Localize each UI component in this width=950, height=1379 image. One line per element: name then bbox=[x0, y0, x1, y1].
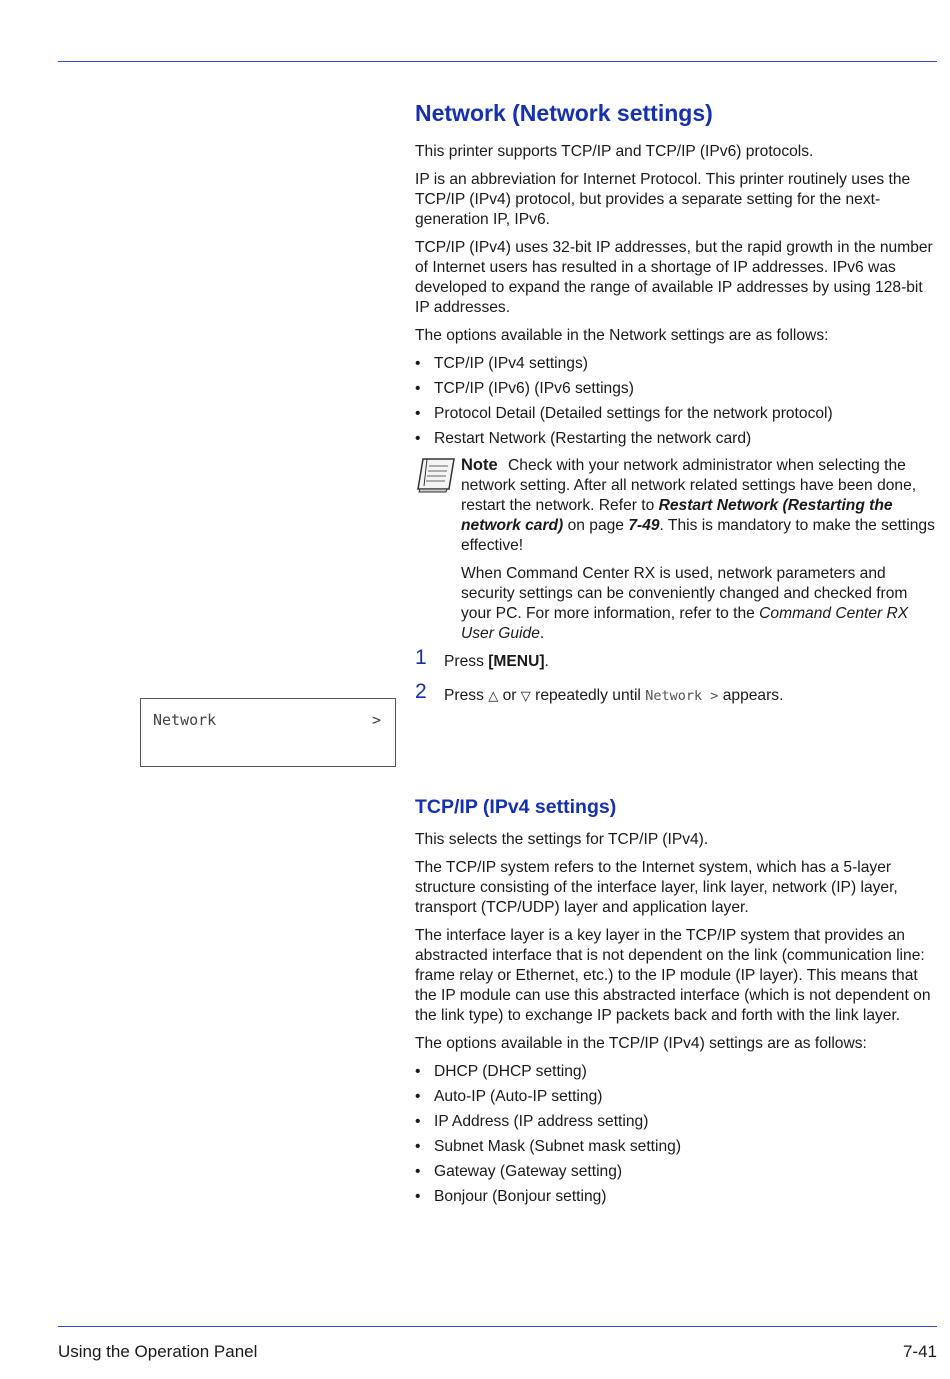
main-content bbox=[415, 98, 940, 1212]
step-text: . bbox=[544, 653, 549, 670]
list-item: • DHCP (DHCP setting) bbox=[415, 1062, 940, 1082]
footer-rule bbox=[58, 1326, 937, 1327]
lcd-display bbox=[140, 698, 396, 767]
list-item: • Bonjour (Bonjour setting) bbox=[415, 1187, 940, 1207]
step-text: repeatedly until bbox=[535, 687, 641, 704]
list-item: • TCP/IP (IPv4 settings) bbox=[415, 354, 940, 374]
section-para-4: The options available in the TCP/IP (IPv4) settings are as follows: bbox=[415, 1035, 867, 1052]
header-rule bbox=[58, 61, 937, 62]
cross-reference: Restart Network (Restarting the network card) bbox=[461, 497, 893, 534]
list-item: • Subnet Mask (Subnet mask setting) bbox=[415, 1137, 940, 1157]
list-item: • TCP/IP (IPv6) (IPv6 settings) bbox=[415, 379, 940, 399]
step-number: 2 bbox=[415, 680, 427, 703]
step-number: 1 bbox=[415, 646, 427, 669]
intro-para-1: This printer supports TCP/IP and TCP/IP (IPv6) protocols. bbox=[415, 143, 814, 160]
lcd-text: Network bbox=[153, 711, 217, 729]
page-title: Network (Network settings) bbox=[415, 100, 713, 126]
list-item: • Restart Network (Restarting the network card) bbox=[415, 429, 940, 449]
list-item: • Protocol Detail (Detailed settings for the network protocol) bbox=[415, 404, 940, 424]
note-block bbox=[415, 455, 940, 644]
section-para-1: This selects the settings for TCP/IP (IPv4). bbox=[415, 831, 709, 848]
list-item: • Gateway (Gateway setting) bbox=[415, 1162, 940, 1182]
note-para-1 bbox=[461, 455, 940, 556]
tcpip-section bbox=[415, 794, 940, 1207]
page-reference: 7-49 bbox=[628, 517, 660, 534]
step-text: appears. bbox=[722, 687, 784, 704]
note-text: . This is mandatory to make the settings effective! bbox=[461, 517, 935, 554]
note-label: Note bbox=[461, 456, 498, 474]
section-heading: TCP/IP (IPv4 settings) bbox=[415, 796, 617, 818]
list-item: • IP Address (IP address setting) bbox=[415, 1112, 940, 1132]
section-para-2: The TCP/IP system refers to the Internet system, which has a 5-layer structure consisting of the interface layer, link layer, network (IP) layer, transport (TCP/UDP) layer and application layer. bbox=[415, 859, 898, 916]
display-message: Network > bbox=[645, 688, 719, 704]
step-1 bbox=[415, 646, 940, 676]
network-options-list bbox=[415, 354, 940, 449]
section-para-3: The interface layer is a key layer in the TCP/IP system that provides an abstracted interface that is not dependent on the link (communication line: frame relay or Ethernet, etc.) to the IP module (IP layer). This means that the IP module can use this abstracted interface (which is not dependent on the link type) to exchange IP packets back and forth with the link layer. bbox=[415, 927, 931, 1024]
intro-para-4: The options available in the Network settings are as follows: bbox=[415, 327, 829, 344]
page-number: 7-41 bbox=[902, 1342, 937, 1361]
footer-chapter: Using the Operation Panel bbox=[58, 1342, 258, 1361]
note-text: . bbox=[539, 625, 545, 642]
intro-para-2: IP is an abbreviation for Internet Protocol. This printer routinely uses the TCP/IP (IPv4) protocol, but provides a separate setting for the next-generation IP, IPv6. bbox=[415, 171, 911, 228]
note-text: Check with your network administrator when selecting the network setting. After all network related settings have been done, restart the network. Refer to bbox=[461, 457, 917, 514]
note-text: When Command Center RX is used, network parameters and security settings can be conveniently changed and checked from your PC. For more information, refer to the bbox=[461, 565, 908, 622]
intro-para-3: TCP/IP (IPv4) uses 32-bit IP addresses, but the rapid growth in the number of Internet users has resulted in a shortage of IP addresses. IPv6 was developed to expand the range of available IP addresses by using 128-bit IP addresses. bbox=[415, 239, 933, 316]
menu-key: [MENU] bbox=[488, 653, 545, 670]
note-text: on page bbox=[567, 517, 624, 534]
step-text: Press bbox=[444, 687, 484, 704]
step-text: or bbox=[502, 687, 517, 704]
down-arrow-icon: ▽ bbox=[520, 689, 531, 704]
guide-reference: Command Center RX User Guide bbox=[461, 605, 909, 642]
note-icon bbox=[415, 456, 457, 494]
up-arrow-icon: △ bbox=[488, 689, 499, 704]
note-para-2 bbox=[461, 564, 940, 644]
tcpip-options-list bbox=[415, 1062, 940, 1207]
step-text: Press bbox=[444, 653, 484, 670]
step-2 bbox=[415, 680, 940, 710]
list-item: • Auto-IP (Auto-IP setting) bbox=[415, 1087, 940, 1107]
lcd-arrow: > bbox=[371, 711, 381, 729]
